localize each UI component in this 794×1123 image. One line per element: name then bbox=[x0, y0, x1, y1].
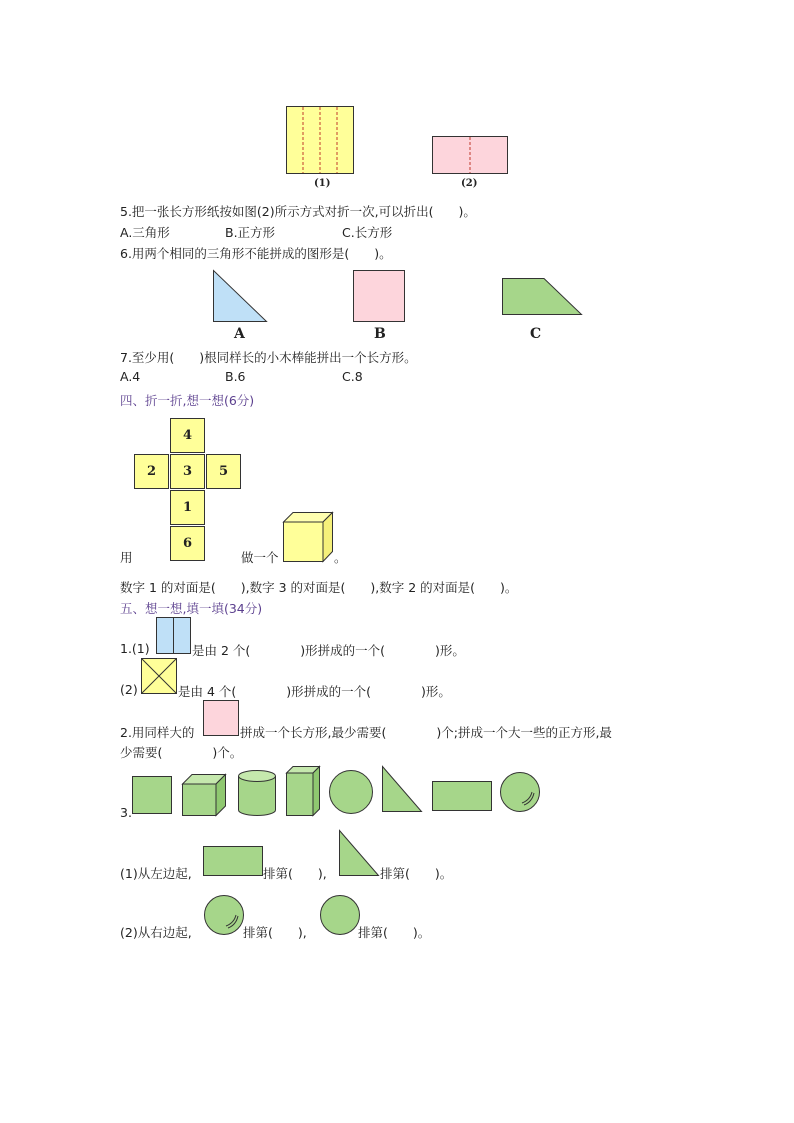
q7-option-a: A.4 bbox=[120, 369, 141, 384]
q6-label-b: B bbox=[374, 326, 386, 342]
q3-shape-cuboid bbox=[286, 766, 320, 816]
net-question: 数字 1 的对面是( ),数字 3 的对面是( ),数字 2 的对面是( )。 bbox=[120, 580, 518, 595]
q7-option-b: B.6 bbox=[225, 369, 246, 384]
section-5-title: 五、想一想,填一填(34分) bbox=[120, 601, 263, 616]
net-cell-6: 6 bbox=[170, 526, 205, 561]
net-cell-1: 1 bbox=[170, 490, 205, 525]
q3-2-circle-icon bbox=[320, 895, 360, 935]
net-cell-3: 3 bbox=[170, 454, 205, 489]
q7-option-c: C.8 bbox=[342, 369, 363, 384]
q2-text: 拼成一个长方形,最少需要( )个;拼成一个大一些的正方形,最 bbox=[240, 725, 612, 740]
q3-shape-cylinder bbox=[238, 770, 276, 816]
cube-icon bbox=[283, 512, 333, 562]
fold-figure-1 bbox=[286, 106, 354, 174]
fold-label-1: (1) bbox=[314, 178, 331, 189]
q5-option-b: B.正方形 bbox=[225, 225, 276, 240]
q3-1-rectangle-icon bbox=[203, 846, 263, 876]
q6-label-c: C bbox=[530, 326, 542, 342]
q6-label-a: A bbox=[234, 326, 245, 342]
q6-triangle bbox=[213, 270, 267, 322]
q3-2-end: 排第( )。 bbox=[358, 925, 431, 940]
q3-1-end: 排第( )。 bbox=[380, 866, 453, 881]
q2-text-2: 少需要( )个。 bbox=[120, 745, 243, 760]
fold-figure-2 bbox=[432, 136, 508, 174]
net-use-text: 用 bbox=[120, 550, 133, 565]
q1-2-prefix: (2) bbox=[120, 682, 138, 697]
q7-text: 7.至少用( )根同样长的小木棒能拼出一个长方形。 bbox=[120, 350, 417, 365]
q3-shape-circle bbox=[329, 770, 373, 814]
q5-text: 5.把一张长方形纸按如图(2)所示方式对折一次,可以折出( )。 bbox=[120, 204, 476, 219]
net-make-text: 做一个 bbox=[241, 550, 279, 565]
q6-square bbox=[353, 270, 405, 322]
q1-crossed-square bbox=[141, 658, 177, 694]
net-cell-4: 4 bbox=[170, 418, 205, 453]
q2-pink-square bbox=[203, 700, 239, 736]
q3-2-sphere-icon bbox=[204, 895, 244, 935]
q2-prefix: 2.用同样大的 bbox=[120, 725, 195, 740]
q1-2-text: 是由 4 个( )形拼成的一个( )形。 bbox=[178, 684, 451, 699]
q6-text: 6.用两个相同的三角形不能拼成的图形是( )。 bbox=[120, 246, 392, 261]
q1-split-rectangle bbox=[156, 617, 191, 654]
net-end-text: 。 bbox=[334, 550, 347, 565]
q3-shape-rectangle bbox=[432, 781, 492, 811]
q3-1-prefix: (1)从左边起, bbox=[120, 866, 192, 881]
net-cell-2: 2 bbox=[134, 454, 169, 489]
q3-shape-cube bbox=[182, 774, 226, 816]
q6-trapezoid bbox=[502, 278, 582, 315]
q3-2-prefix: (2)从右边起, bbox=[120, 925, 192, 940]
q5-option-c: C.长方形 bbox=[342, 225, 393, 240]
q3-prefix: 3. bbox=[120, 805, 132, 820]
q1-1-text: 是由 2 个( )形拼成的一个( )形。 bbox=[192, 643, 465, 658]
section-4-title: 四、折一折,想一想(6分) bbox=[120, 393, 255, 408]
q3-1-triangle-icon bbox=[339, 830, 379, 876]
q5-option-a: A.三角形 bbox=[120, 225, 170, 240]
q3-shape-square bbox=[132, 776, 172, 814]
net-cell-5: 5 bbox=[206, 454, 241, 489]
q3-2-mid: 排第( ), bbox=[243, 925, 307, 940]
q1-1-prefix: 1.(1) bbox=[120, 641, 150, 656]
q3-shape-sphere bbox=[500, 772, 540, 812]
q3-shape-triangle bbox=[382, 766, 422, 812]
fold-label-2: (2) bbox=[461, 178, 478, 189]
q3-1-mid: 排第( ), bbox=[263, 866, 327, 881]
